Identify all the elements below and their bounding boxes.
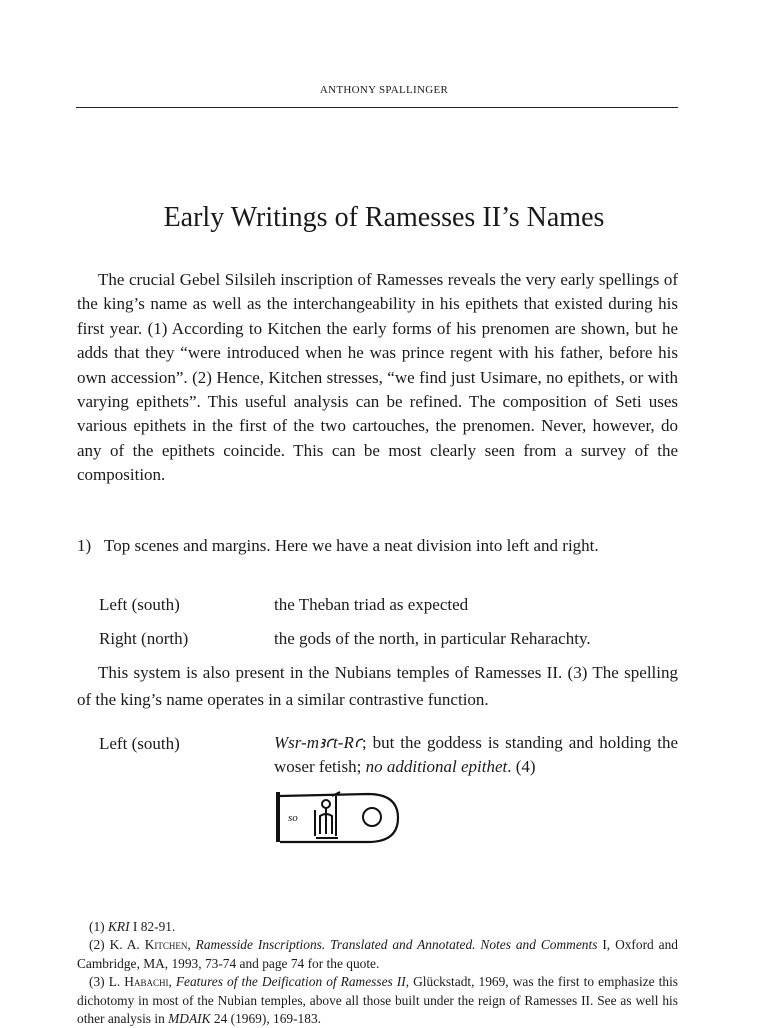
row-label-left-south: Left (south) bbox=[99, 595, 180, 614]
list-number: 1) bbox=[77, 536, 92, 555]
sun-disk-glyph bbox=[363, 808, 381, 826]
header-rule bbox=[76, 107, 678, 108]
cartouche-mark: so bbox=[288, 812, 298, 824]
running-head: ANTHONY SPALLINGER bbox=[319, 84, 449, 96]
transliteration: Wsr-mꜣꜥt-Rꜥ bbox=[274, 733, 362, 752]
cartouche-illustration bbox=[268, 786, 404, 848]
row-desc-translit: Wsr-mꜣꜥt-Rꜥ; but the goddess is standing and holding the woser fetish; no additional epithet. (4) bbox=[274, 733, 678, 776]
list-text: Top scenes and margins. Here we have a neat division into left and right. bbox=[104, 536, 599, 555]
cartouche-svg bbox=[268, 786, 404, 848]
footnotes bbox=[77, 918, 678, 1028]
row-label-left-south-2: Left (south) bbox=[99, 734, 180, 753]
body-paragraph-1: The crucial Gebel Silsileh inscription of Ramesses reveals the very early spellings of the king’s name as well as the interchangeability in his epithets that existed during his first year. (1) According to Kitchen the early forms of his prenomen are shown, but he adds that they “were introduced when he was prince regent with his father, before his own accession”. (2) Hence, Kitchen stresses, “we find just Usimare, no epithets, or with varying epithets”. This useful analysis can be refined. The composition of Seti uses various epithets in the first of the two cartouches, the prenomen. Never, however, do any of the epithets coincide. This can be most clearly seen from a survey of the composition. bbox=[77, 270, 678, 485]
body-paragraph-2: This system is also present in the Nubians temples of Ramesses II. (3) The spelling of the king’s name operates in a similar contrastive function. bbox=[77, 663, 678, 709]
row-label-right-north: Right (north) bbox=[99, 629, 189, 648]
seated-deity-glyph bbox=[315, 792, 340, 838]
row-desc-left-south: the Theban triad as expected bbox=[274, 595, 469, 614]
footnote-2: (2) K. A. Kitchen, Ramesside Inscriptions. Translated and Annotated. Notes and Comments I, Oxford and Cambridge, MA, 1993, 73-74 and page 74 for the quote. bbox=[77, 937, 678, 971]
footnote-1: (1) KRI I 82-91. bbox=[89, 919, 176, 934]
footnote-3: (3) L. Habachi, Features of the Deification of Ramesses II, Glückstadt, 1969, was the first to emphasize this dichotomy in most of the Nubian temples, above all those built under the reign of Ramesses II. See as well his other analysis in MDAIK 24 (1969), 169-183. bbox=[77, 974, 678, 1027]
page-title: Early Writings of Ramesses II’s Names bbox=[163, 202, 605, 233]
row-desc-right-north: the gods of the north, in particular Reharachty. bbox=[274, 629, 591, 648]
list-item-1 bbox=[77, 533, 678, 559]
